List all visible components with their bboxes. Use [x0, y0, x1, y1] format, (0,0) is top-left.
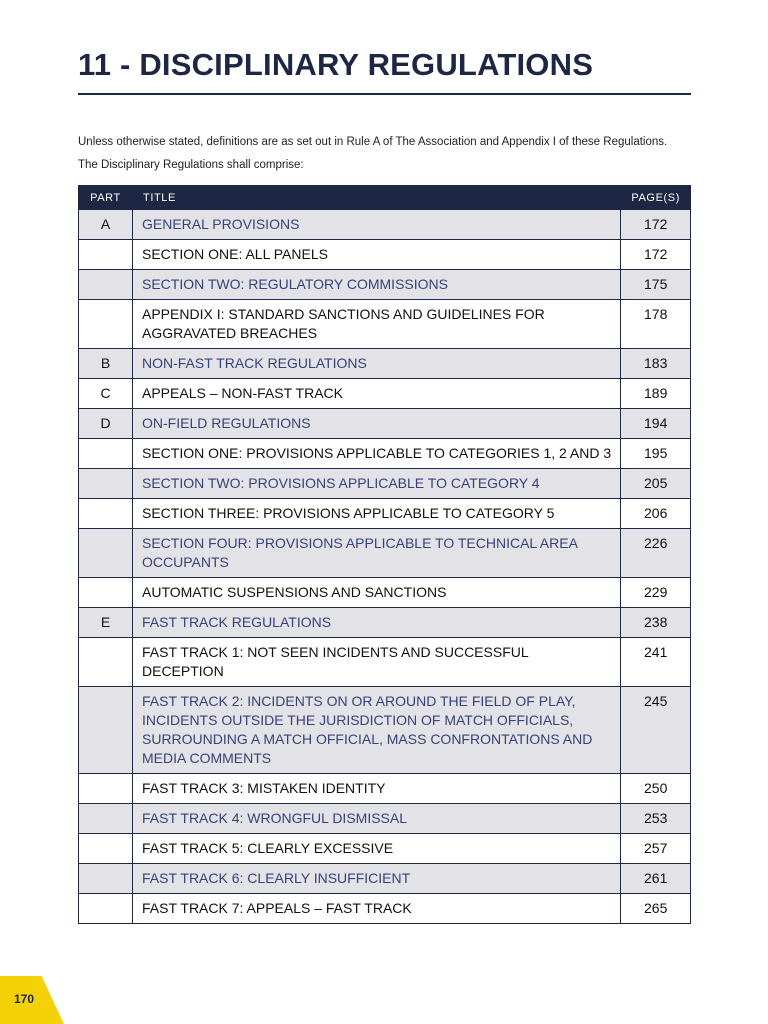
header-pages: PAGE(S): [621, 186, 691, 210]
contents-table: [78, 185, 691, 924]
row-page: 172: [621, 240, 691, 270]
row-part: A: [79, 210, 133, 240]
row-title: FAST TRACK 7: APPEALS – FAST TRACK: [133, 894, 621, 924]
row-page: 241: [621, 638, 691, 687]
table-row: [79, 499, 691, 529]
row-page: 206: [621, 499, 691, 529]
row-page: 265: [621, 894, 691, 924]
row-title: SECTION TWO: REGULATORY COMMISSIONS: [133, 270, 621, 300]
table-row: [79, 270, 691, 300]
row-part: [79, 687, 133, 774]
row-title: FAST TRACK REGULATIONS: [133, 608, 621, 638]
row-page: 229: [621, 578, 691, 608]
row-title: ON-FIELD REGULATIONS: [133, 409, 621, 439]
row-page: 257: [621, 834, 691, 864]
row-page: 205: [621, 469, 691, 499]
row-page: 238: [621, 608, 691, 638]
table-row: [79, 864, 691, 894]
title-divider: [78, 93, 691, 95]
table-row: [79, 687, 691, 774]
row-page: 175: [621, 270, 691, 300]
table-row: [79, 804, 691, 834]
table-row: [79, 834, 691, 864]
row-page: 253: [621, 804, 691, 834]
table-row: [79, 240, 691, 270]
row-title: APPEALS – NON-FAST TRACK: [133, 379, 621, 409]
row-page: 178: [621, 300, 691, 349]
table-row: [79, 469, 691, 499]
table-row: [79, 210, 691, 240]
row-page: 250: [621, 774, 691, 804]
table-row: [79, 638, 691, 687]
row-part: [79, 864, 133, 894]
row-title: FAST TRACK 5: CLEARLY EXCESSIVE: [133, 834, 621, 864]
row-part: [79, 469, 133, 499]
row-part: [79, 270, 133, 300]
row-title: SECTION TWO: PROVISIONS APPLICABLE TO CATEGORY 4: [133, 469, 621, 499]
row-title: FAST TRACK 1: NOT SEEN INCIDENTS AND SUCCESSFUL DECEPTION: [133, 638, 621, 687]
table-row: [79, 529, 691, 578]
row-page: 226: [621, 529, 691, 578]
row-page: 195: [621, 439, 691, 469]
table-row: [79, 439, 691, 469]
contents-table-header: [79, 186, 691, 210]
row-part: [79, 894, 133, 924]
row-title: GENERAL PROVISIONS: [133, 210, 621, 240]
row-part: D: [79, 409, 133, 439]
row-part: [79, 804, 133, 834]
row-title: AUTOMATIC SUSPENSIONS AND SANCTIONS: [133, 578, 621, 608]
table-row: [79, 578, 691, 608]
row-page: 172: [621, 210, 691, 240]
page-title: 11 - DISCIPLINARY REGULATIONS: [78, 47, 594, 82]
row-part: [79, 774, 133, 804]
row-part: E: [79, 608, 133, 638]
row-title: SECTION FOUR: PROVISIONS APPLICABLE TO TECHNICAL AREA OCCUPANTS: [133, 529, 621, 578]
row-title: SECTION ONE: ALL PANELS: [133, 240, 621, 270]
row-page: 183: [621, 349, 691, 379]
intro-comprise-text: The Disciplinary Regulations shall comprise:: [78, 159, 304, 171]
row-title: FAST TRACK 3: MISTAKEN IDENTITY: [133, 774, 621, 804]
table-row: [79, 300, 691, 349]
row-part: B: [79, 349, 133, 379]
header-title: TITLE: [133, 186, 621, 210]
table-row: [79, 379, 691, 409]
row-part: [79, 638, 133, 687]
row-part: [79, 529, 133, 578]
row-title: FAST TRACK 4: WRONGFUL DISMISSAL: [133, 804, 621, 834]
table-row: [79, 349, 691, 379]
intro-definitions-text: Unless otherwise stated, definitions are as set out in Rule A of The Association and Appendix I of these Regulations.: [78, 136, 668, 148]
row-part: [79, 578, 133, 608]
row-page: 194: [621, 409, 691, 439]
contents-table-body: [79, 210, 691, 924]
row-page: 261: [621, 864, 691, 894]
row-title: NON-FAST TRACK REGULATIONS: [133, 349, 621, 379]
row-title: FAST TRACK 6: CLEARLY INSUFFICIENT: [133, 864, 621, 894]
row-title: SECTION ONE: PROVISIONS APPLICABLE TO CATEGORIES 1, 2 AND 3: [133, 439, 621, 469]
table-row: [79, 774, 691, 804]
row-title: FAST TRACK 2: INCIDENTS ON OR AROUND THE FIELD OF PLAY, INCIDENTS OUTSIDE THE JURISDICTION OF MATCH OFFICIALS, SURROUNDING A MATCH OFFICIAL, MASS CONFRONTATIONS AND MEDIA COMMENTS: [133, 687, 621, 774]
table-row: [79, 894, 691, 924]
row-part: [79, 439, 133, 469]
row-part: C: [79, 379, 133, 409]
row-part: [79, 834, 133, 864]
row-title: SECTION THREE: PROVISIONS APPLICABLE TO CATEGORY 5: [133, 499, 621, 529]
header-part: PART: [79, 186, 133, 210]
row-page: 189: [621, 379, 691, 409]
row-part: [79, 240, 133, 270]
row-title: APPENDIX I: STANDARD SANCTIONS AND GUIDELINES FOR AGGRAVATED BREACHES: [133, 300, 621, 349]
table-row: [79, 608, 691, 638]
row-part: [79, 499, 133, 529]
page-number: 170: [14, 992, 35, 1006]
table-row: [79, 409, 691, 439]
row-page: 245: [621, 687, 691, 774]
row-part: [79, 300, 133, 349]
